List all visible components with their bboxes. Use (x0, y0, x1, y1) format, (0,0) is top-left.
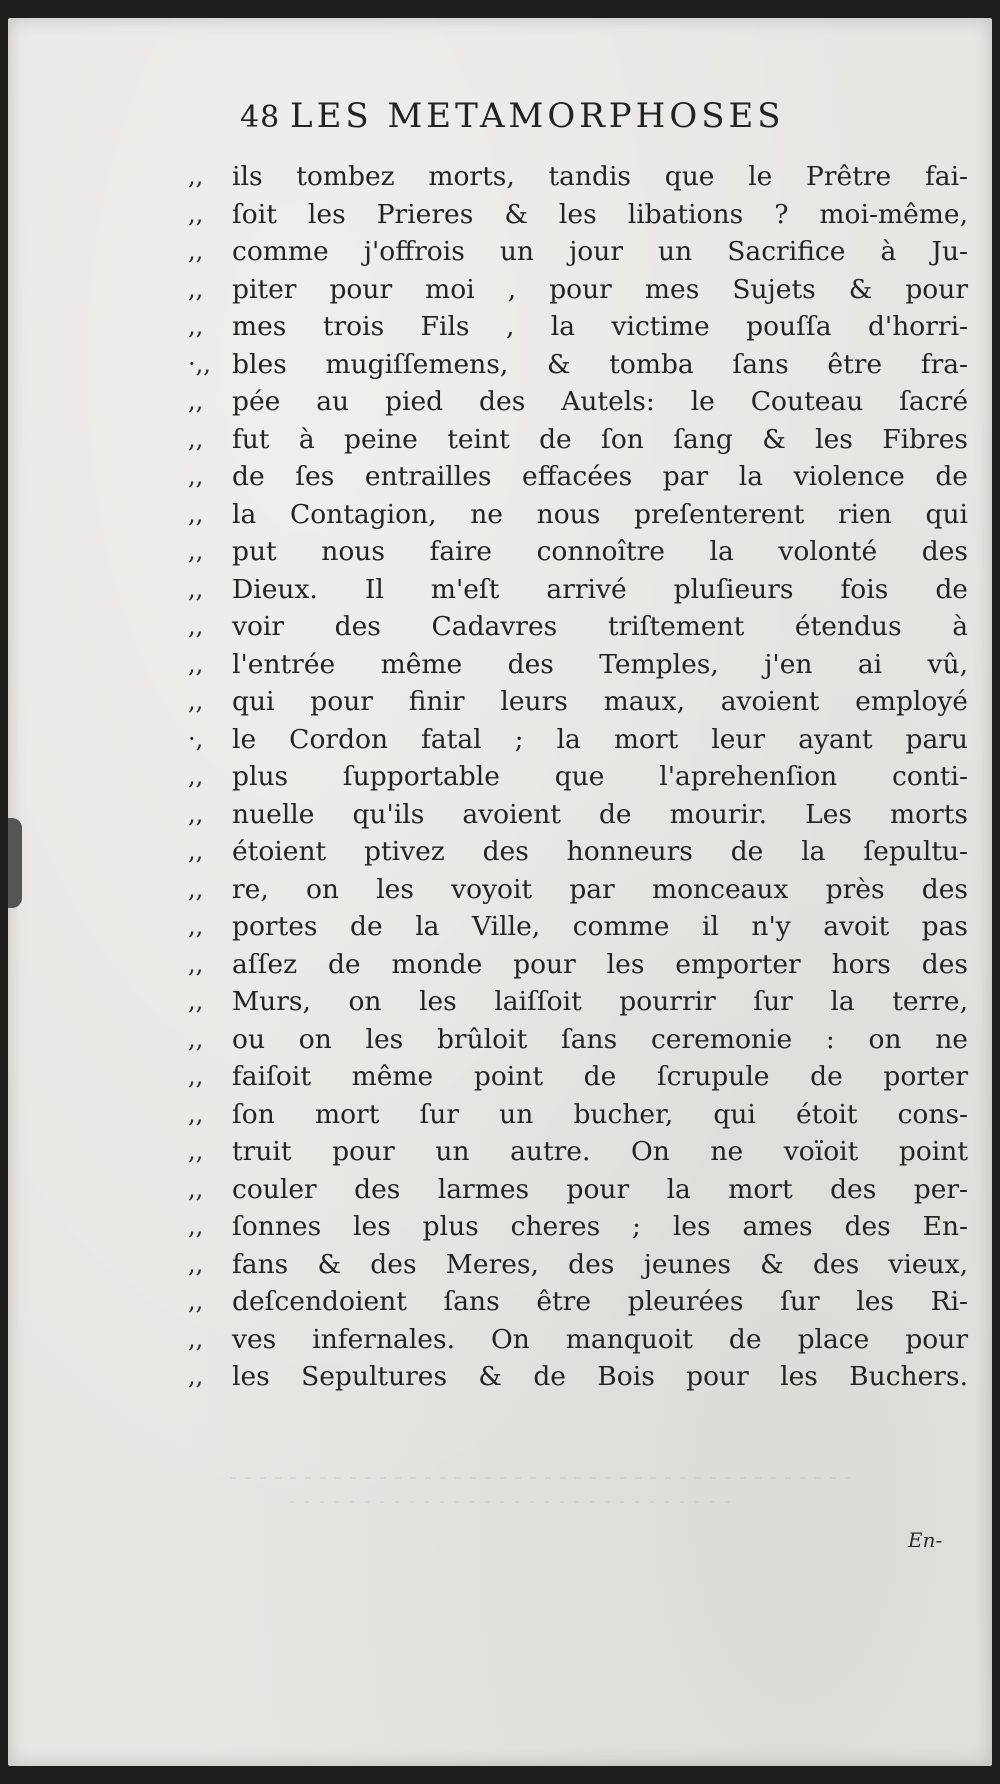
text-line (188, 533, 968, 571)
quotation-mark: ,, (188, 1212, 204, 1240)
line-text: de ſes entrailles effacées par la violence de (232, 461, 968, 492)
line-text: fans & des Meres, des jeunes & des vieux, (232, 1248, 968, 1280)
line-text: ils tombez morts, tandis que le Prêtre fai- (232, 161, 968, 192)
line-text: ves infernales. On manquoit de place pour (232, 1323, 968, 1355)
line-text: ſonnes les plus cheres ; les ames des En- (232, 1211, 968, 1242)
text-line (188, 871, 968, 909)
text-line (188, 1133, 968, 1171)
quotation-mark: ,, (188, 1249, 204, 1278)
quotation-mark: ,, (188, 874, 204, 903)
text-line (188, 1096, 968, 1134)
line-text: re, on les voyoit par monceaux près des (232, 873, 968, 905)
line-text: le Cordon fatal ; la mort leur ayant paru (232, 723, 968, 755)
quotation-mark: ,, (188, 1099, 204, 1128)
line-text: deſcendoient ſans être pleurées ſur les Ri- (232, 1286, 968, 1317)
quotation-mark: ,, (188, 1287, 204, 1315)
text-line (188, 233, 968, 271)
page-number: 48 (240, 100, 281, 135)
text-line (188, 1283, 968, 1321)
text-line (188, 608, 968, 646)
quotation-mark: ,, (188, 1137, 204, 1165)
text-line (188, 458, 968, 496)
text-line (188, 1058, 968, 1096)
line-text: étoient ptivez des honneurs de la ſepultu- (232, 836, 968, 867)
text-line (188, 346, 968, 384)
line-text: portes de la Ville, comme il n'y avoit pas (232, 911, 968, 942)
quotation-mark: ,, (188, 799, 204, 828)
text-line (188, 721, 968, 759)
quotation-mark: ,, (188, 499, 204, 528)
quotation-mark: ·, (188, 724, 204, 753)
quotation-mark: ,, (188, 687, 204, 715)
line-text: plus ſupportable que l'aprehenſion conti- (232, 761, 968, 792)
line-text: qui pour finir leurs maux, avoient employé (232, 686, 968, 717)
quotation-mark: ,, (188, 1024, 204, 1053)
text-line (188, 683, 968, 721)
text-line (188, 1321, 968, 1359)
line-text: pée au pied des Autels: le Couteau ſacré (232, 386, 968, 417)
line-text: les Sepultures & de Bois pour les Buchers. (232, 1361, 968, 1392)
line-text: faiſoit même point de ſcrupule de porter (232, 1061, 968, 1092)
quotation-mark: ,, (188, 1324, 204, 1353)
page-header (240, 96, 920, 148)
quotation-mark: ,, (188, 574, 204, 603)
text-line (188, 1171, 968, 1209)
quotation-mark: ,, (188, 949, 204, 978)
quotation-mark: ·,, (188, 349, 211, 378)
quotation-mark: ,, (188, 912, 204, 940)
line-text: la Contagion, ne nous preſenterent rien qui (232, 498, 968, 530)
line-text: put nous faire connoître la volonté des (232, 536, 968, 567)
quotation-mark: ,, (188, 237, 204, 265)
quotation-mark: ,, (188, 1062, 204, 1090)
line-text: fut à peine teint de ſon ſang & les Fibres (232, 423, 968, 455)
line-text: nuelle qu'ils avoient de mourir. Les morts (232, 798, 968, 830)
text-line (188, 271, 968, 309)
text-line (188, 421, 968, 459)
text-line (188, 158, 968, 196)
line-text: Murs, on les laiſſoit pourrir ſur la terre, (232, 986, 968, 1017)
body-text (188, 158, 968, 1396)
quotation-mark: ,, (188, 274, 204, 303)
text-line (188, 308, 968, 346)
line-text: bles mugiſſemens, & tomba ſans être fra- (232, 348, 968, 380)
line-text: comme j'offrois un jour un Sacrifice à Ju- (232, 236, 968, 267)
quotation-mark: ,, (188, 462, 204, 490)
text-line (188, 1021, 968, 1059)
line-text: ſon mort ſur un bucher, qui étoit cons- (232, 1098, 968, 1130)
quotation-mark: ,, (188, 199, 204, 228)
quotation-mark: ,, (188, 312, 204, 340)
running-title: LES METAMORPHOSES (290, 96, 785, 136)
text-line (188, 571, 968, 609)
text-line (188, 796, 968, 834)
text-line (188, 1246, 968, 1284)
text-line (188, 646, 968, 684)
text-line (188, 833, 968, 871)
quotation-mark: ,, (188, 537, 204, 565)
text-line (188, 196, 968, 234)
line-text: piter pour moi , pour mes Sujets & pour (232, 273, 968, 305)
quotation-mark: ,, (188, 762, 204, 790)
line-text: mes trois Fils , la victime pouſſa d'horri- (232, 311, 968, 342)
text-line (188, 1208, 968, 1246)
line-text: Dieux. Il m'eſt arrivé pluſieurs fois de (232, 573, 968, 605)
quotation-mark: ,, (188, 837, 204, 865)
line-text: l'entrée même des Temples, j'en ai vû, (232, 648, 968, 680)
text-line (188, 1358, 968, 1396)
text-line (188, 758, 968, 796)
text-line (188, 946, 968, 984)
line-text: voir des Cadavres triſtement étendus à (232, 611, 968, 642)
bleed-through-marks (230, 1458, 970, 1518)
quotation-mark: ,, (188, 612, 204, 640)
quotation-mark: ,, (188, 649, 204, 678)
quotation-mark: ,, (188, 162, 204, 190)
quotation-mark: ,, (188, 987, 204, 1015)
quotation-mark: ,, (188, 1174, 204, 1203)
catchword: En- (908, 1528, 943, 1552)
text-line (188, 908, 968, 946)
quotation-mark: ,, (188, 1362, 204, 1390)
quotation-mark: ,, (188, 424, 204, 453)
line-text: couler des larmes pour la mort des per- (232, 1173, 968, 1205)
binding-tab (8, 818, 22, 908)
quotation-mark: ,, (188, 387, 204, 415)
line-text: ſoit les Prieres & les libations ? moi-même, (232, 198, 968, 230)
line-text: ou on les brûloit ſans ceremonie : on ne (232, 1023, 968, 1055)
text-line (188, 496, 968, 534)
line-text: truit pour un autre. On ne voïoit point (232, 1136, 968, 1167)
text-line (188, 383, 968, 421)
text-line (188, 983, 968, 1021)
line-text: aſſez de monde pour les emporter hors des (232, 948, 968, 980)
